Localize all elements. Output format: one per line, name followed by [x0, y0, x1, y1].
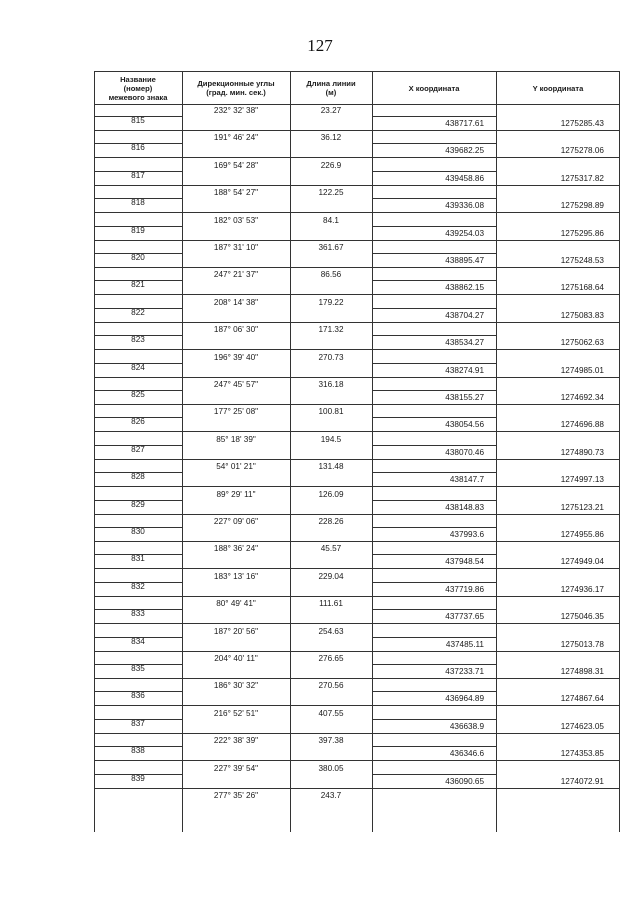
boundary-mark-name: 836	[131, 691, 145, 701]
table-row	[94, 733, 620, 760]
direction-angle: 227° 09' 06"	[213, 517, 259, 526]
row-rule	[372, 308, 496, 309]
line-length: 111.61	[319, 599, 343, 609]
line-length: 397.38	[318, 736, 344, 746]
boundary-mark-name: 822	[131, 307, 145, 317]
table-row	[94, 678, 620, 705]
row-rule	[372, 691, 496, 692]
boundary-mark-name: 825	[131, 390, 145, 399]
line-length: 122.25	[318, 188, 344, 198]
boundary-mark-name: 832	[131, 581, 145, 591]
row-rule	[372, 198, 496, 199]
boundary-mark-name: 829	[131, 499, 145, 509]
direction-angle: 216° 52' 51"	[213, 708, 259, 718]
row-rule	[372, 774, 496, 775]
table-row	[94, 322, 620, 349]
x-coordinate: 436964.89	[445, 694, 484, 704]
table-row	[94, 267, 620, 294]
line-length: 100.81	[318, 407, 344, 417]
x-coordinate: 437948.54	[445, 557, 484, 567]
y-coordinate: 1274997.13	[560, 475, 604, 485]
direction-angle: 54° 01' 21"	[216, 462, 256, 472]
x-coordinate: 439682.25	[445, 146, 484, 156]
row-rule	[372, 143, 496, 144]
table-row	[94, 377, 620, 404]
header-name: Название (номер) межевого знака	[108, 74, 168, 102]
line-length: 171.32	[318, 325, 344, 335]
y-coordinate: 1275013.78	[560, 639, 604, 649]
header-angle: Дирекционные углы (град. мин. сек.)	[197, 79, 275, 97]
x-coordinate: 437719.86	[445, 584, 484, 594]
boundary-mark-name: 816	[131, 143, 145, 153]
x-coordinate: 439336.08	[445, 201, 484, 211]
direction-angle: 186° 30' 32"	[213, 681, 259, 691]
x-coordinate: 437485.11	[445, 639, 484, 649]
row-rule	[372, 226, 496, 227]
table-row	[94, 569, 620, 596]
x-coordinate: 437233.71	[445, 667, 484, 676]
y-coordinate: 1275062.63	[560, 338, 604, 348]
y-coordinate: 1274936.17	[560, 584, 604, 594]
line-length: 126.09	[318, 489, 344, 499]
direction-angle: 80° 49' 41"	[216, 599, 256, 609]
direction-angle: 208° 14' 38"	[213, 297, 259, 307]
row-rule	[372, 719, 496, 720]
direction-angle: 247° 21' 37"	[213, 270, 259, 280]
y-coordinate: 1275046.35	[560, 612, 604, 622]
row-rule	[372, 582, 496, 583]
y-coordinate: 1274949.04	[560, 557, 604, 567]
x-coordinate: 438274.91	[445, 365, 484, 375]
row-rule	[372, 280, 496, 281]
x-coordinate: 438717.61	[445, 119, 484, 128]
line-length: 361.67	[318, 243, 344, 252]
row-rule	[372, 500, 496, 501]
x-coordinate: 439458.86	[445, 173, 484, 183]
boundary-mark-name: 838	[131, 746, 145, 756]
line-length: 407.55	[318, 708, 344, 718]
x-coordinate: 438862.15	[445, 283, 484, 293]
x-coordinate: 436090.65	[445, 776, 484, 786]
direction-angle: 169° 54' 28"	[213, 160, 259, 170]
row-rule	[372, 664, 496, 665]
direction-angle: 187° 20' 56"	[213, 626, 259, 636]
direction-angle: 188° 54' 27"	[213, 188, 259, 198]
header-y: Y координата	[532, 83, 584, 93]
boundary-mark-name: 833	[131, 609, 145, 619]
boundary-mark-name: 831	[131, 554, 145, 564]
boundary-mark-name: 835	[131, 664, 145, 673]
x-coordinate: 438054.56	[445, 420, 484, 430]
row-rule	[372, 746, 496, 747]
y-coordinate: 1274623.05	[560, 721, 604, 731]
y-coordinate: 1274955.86	[560, 530, 604, 539]
y-coordinate: 1275295.86	[560, 228, 604, 238]
direction-angle: 187° 06' 30"	[213, 325, 259, 335]
boundary-mark-name: 823	[131, 335, 145, 345]
y-coordinate: 1274898.31	[560, 667, 604, 676]
boundary-mark-name: 826	[131, 417, 145, 427]
x-coordinate: 438895.47	[445, 256, 484, 265]
line-length: 380.05	[318, 763, 344, 773]
line-length: 276.65	[318, 654, 344, 663]
line-length: 243.7	[320, 791, 342, 800]
table-row	[94, 158, 620, 185]
row-rule	[372, 335, 496, 336]
x-coordinate: 438147.7	[449, 475, 484, 485]
boundary-mark-name: 837	[131, 718, 145, 728]
x-coordinate: 436346.6	[449, 749, 484, 759]
line-length: 23.27	[320, 106, 342, 115]
header-length: Длина линии (м)	[306, 79, 356, 97]
row-rule	[372, 417, 496, 418]
boundary-mark-name: 815	[131, 116, 145, 125]
table-row	[94, 541, 620, 568]
boundary-mark-name: 830	[131, 527, 145, 536]
y-coordinate: 1275298.89	[560, 201, 604, 211]
boundary-mark-name: 827	[131, 444, 145, 454]
direction-angle: 177° 25' 08"	[213, 407, 259, 417]
line-length: 229.04	[318, 571, 344, 581]
x-coordinate: 437737.65	[445, 612, 484, 622]
direction-angle: 183° 13' 16"	[213, 571, 259, 581]
x-coordinate: 438704.27	[445, 310, 484, 320]
line-length: 228.26	[318, 517, 344, 526]
direction-angle: 232° 32' 38"	[213, 106, 259, 115]
table-row	[94, 432, 620, 459]
y-coordinate: 1275168.64	[560, 283, 604, 293]
x-coordinate: 438155.27	[445, 393, 484, 402]
x-coordinate: 438148.83	[445, 502, 484, 512]
table-row	[94, 487, 620, 514]
boundary-mark-name: 834	[131, 636, 145, 646]
x-coordinate: 438534.27	[445, 338, 484, 348]
boundary-mark-name: 817	[131, 170, 145, 180]
line-length: 45.57	[320, 544, 342, 554]
line-length: 226.9	[320, 160, 342, 170]
row-rule	[372, 445, 496, 446]
table-row	[94, 596, 620, 623]
x-coordinate: 436638.9	[449, 721, 484, 731]
direction-angle: 182° 03' 53"	[213, 215, 259, 225]
y-coordinate: 1274867.64	[560, 694, 604, 704]
line-length: 84.1	[323, 215, 339, 225]
direction-angle: 227° 39' 54"	[213, 763, 259, 773]
boundary-mark-name: 819	[131, 225, 145, 235]
direction-angle: 196° 39' 40"	[213, 352, 259, 362]
table-row-trailing	[94, 788, 620, 815]
y-coordinate: 1275317.82	[560, 173, 604, 183]
table-row	[94, 624, 620, 651]
direction-angle: 222° 38' 39"	[213, 736, 259, 746]
direction-angle: 191° 46' 24"	[213, 133, 259, 143]
row-rule	[372, 363, 496, 364]
y-coordinate: 1275123.21	[560, 502, 604, 512]
table-row	[94, 651, 620, 678]
line-length: 316.18	[318, 380, 344, 389]
table-row	[94, 404, 620, 431]
y-coordinate: 1274692.34	[560, 393, 604, 402]
y-coordinate: 1274890.73	[560, 447, 604, 457]
line-length: 254.63	[318, 626, 344, 636]
y-coordinate: 1274696.88	[560, 420, 604, 430]
table-row	[94, 295, 620, 322]
line-length: 194.5	[320, 434, 342, 444]
row-rule	[372, 609, 496, 610]
line-length: 131.48	[318, 462, 344, 472]
y-coordinate: 1274072.91	[560, 776, 604, 786]
y-coordinate: 1275285.43	[560, 119, 604, 128]
y-coordinate: 1275248.53	[560, 256, 604, 265]
direction-angle: 247° 45' 57"	[213, 380, 259, 389]
y-coordinate: 1275083.83	[560, 310, 604, 320]
direction-angle: 204° 40' 11"	[214, 654, 258, 663]
row-rule	[372, 116, 496, 117]
row-rule	[372, 637, 496, 638]
y-coordinate: 1274985.01	[560, 365, 604, 375]
line-length: 86.56	[320, 270, 342, 280]
boundary-mark-name: 818	[131, 198, 145, 208]
row-rule	[372, 171, 496, 172]
page-number: 127	[307, 36, 333, 55]
table-row	[94, 103, 620, 130]
boundary-mark-name: 821	[131, 280, 145, 290]
boundary-mark-name: 824	[131, 362, 145, 372]
table-row	[94, 459, 620, 486]
y-coordinate: 1274353.85	[560, 749, 604, 759]
header-x: X координата	[408, 83, 460, 93]
x-coordinate: 437993.6	[449, 530, 484, 539]
line-length: 270.56	[318, 681, 344, 691]
table-row	[94, 706, 620, 733]
boundary-mark-name: 820	[131, 253, 145, 262]
table-row	[94, 240, 620, 267]
row-rule	[372, 390, 496, 391]
line-length: 270.73	[318, 352, 344, 362]
coordinates-table	[94, 71, 620, 832]
x-coordinate: 439254.03	[445, 228, 484, 238]
direction-angle: 277° 35' 26"	[213, 791, 259, 800]
row-rule	[372, 472, 496, 473]
table-row	[94, 350, 620, 377]
table-header	[94, 71, 620, 105]
boundary-mark-name: 828	[131, 472, 145, 482]
table-row	[94, 761, 620, 788]
row-rule	[372, 527, 496, 528]
row-rule	[372, 253, 496, 254]
row-rule	[372, 554, 496, 555]
direction-angle: 187° 31' 10"	[213, 243, 259, 252]
table-row	[94, 185, 620, 212]
x-coordinate: 438070.46	[445, 447, 484, 457]
table-row	[94, 213, 620, 240]
table-row	[94, 514, 620, 541]
boundary-mark-name: 839	[131, 773, 145, 783]
line-length: 36.12	[320, 133, 342, 143]
direction-angle: 89° 29' 11"	[216, 489, 256, 499]
direction-angle: 188° 36' 24"	[213, 544, 259, 554]
direction-angle: 85° 18' 39"	[216, 434, 256, 444]
line-length: 179.22	[318, 297, 344, 307]
table-row	[94, 130, 620, 157]
y-coordinate: 1275278.06	[560, 146, 604, 156]
